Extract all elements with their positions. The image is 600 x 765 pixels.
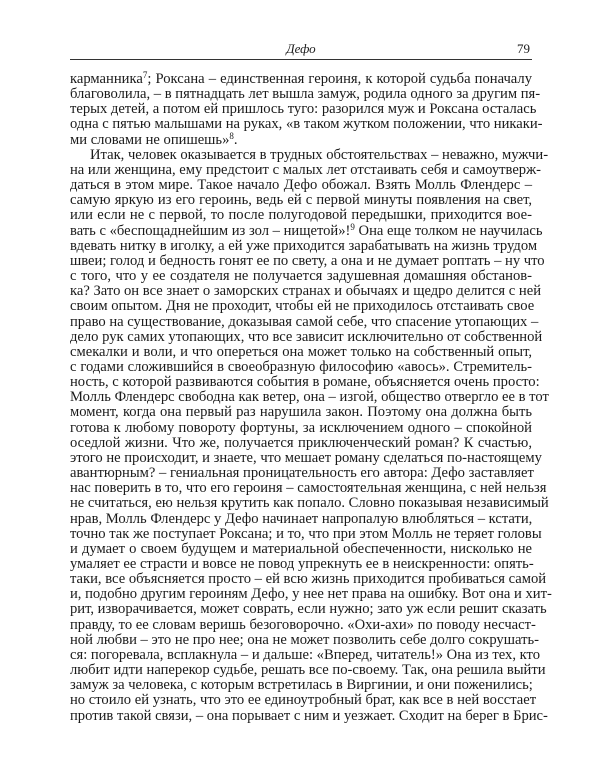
text-line-content: на или женщина, ему предстоит с малых лет отстаивать себя и самоутверж- [70, 161, 542, 178]
text-line [70, 252, 545, 269]
text-line [70, 646, 541, 663]
text-line-content: швеи; голод и бедность гонят ее по свету, а она и не думает роптать – ну что [70, 252, 545, 269]
text-line-content: благоволила, – в пятнадцать лет вышла замуж, родила одного за другим пя- [70, 86, 541, 103]
text-line-content: этого не происходит, и знаете, что мешает роману сделаться по-настоящему [70, 449, 542, 466]
text-line [70, 662, 546, 679]
page-number: 79 [517, 41, 530, 56]
text-line-content: таки, все объясняется просто – ей всю жизнь приходится пробиваться самой [70, 571, 547, 588]
text-line [70, 557, 532, 572]
text-line [70, 269, 532, 284]
text-line-content: ность, с которой развиваются события в романе, объясняется очень просто: [70, 374, 540, 391]
text-line-content: ка? Зато он все знает о заморских странах и обычаях и щедро делится с ней [70, 283, 542, 300]
text-line-content: . [233, 131, 238, 148]
text-line [70, 328, 543, 345]
text-line [70, 678, 532, 693]
text-line [70, 631, 539, 648]
text-line-content: Она еще толком не научилась [354, 222, 543, 239]
text-line-content: одна с пятью малышами на руках, «в таком жутком положении, что никаки- [70, 116, 543, 133]
text-line [70, 601, 547, 618]
text-line-content: своим опытом. Дня не проходит, чтобы ей не приходилось отстаивать свое [70, 298, 535, 315]
text-line [70, 298, 535, 315]
text-line [70, 283, 542, 300]
text-line [70, 313, 539, 330]
running-head [70, 41, 532, 57]
text-line-content: даться в этом мире. Такое начало Дефо обожал. Взять Молль Флендерс – [70, 177, 532, 194]
text-line-content: карманника [70, 71, 143, 87]
body-text [70, 70, 552, 724]
text-line [70, 405, 532, 420]
text-line-content: и, подобно другим героиням Дефо, у нее нет права на ошибку. Вот она и хит- [70, 586, 552, 603]
text-line-content: но стоило ей узнать, что это ее единоутробный брат, как все в ней восстает [70, 692, 537, 709]
text-line-content: рит, изворачивается, может соврать, если нужно; зато уж если решит сказать [70, 601, 547, 618]
text-line [70, 130, 532, 148]
text-line [70, 101, 537, 118]
text-line [70, 116, 543, 133]
text-line [70, 72, 532, 87]
footnote-marker: 9 [350, 221, 355, 232]
text-line [70, 707, 548, 724]
footnote-marker: 8 [229, 130, 234, 141]
text-line-content: терых детей, а потом ей пришлось туго: разорился муж и Роксана осталась [70, 101, 537, 118]
text-line-content: Итак, человек оказывается в трудных обстоятельствах – неважно, мужчи- [90, 146, 549, 163]
text-line-content: замуж за человека, с которым встретилась в Виргинии, и они поженились; [70, 677, 533, 694]
text-line-content: и думает о своем будущем и материальной обеспеченности, нисколько не [70, 540, 532, 557]
footnote-marker: 7 [142, 70, 148, 80]
text-line-content: против такой связи, – она порывает с ним и уезжает. Сходит на берег в Брис- [70, 707, 548, 724]
text-line-content: ; Роксана – единственная героиня, к которой судьба поначалу [147, 71, 532, 87]
text-line [70, 495, 549, 512]
text-line-content: вать с «беспощаднейшим из зол – нищетой»! [70, 222, 351, 239]
text-line-content: нас поверить в то, что его героиня – самостоятельная женщина, с ней нельзя [70, 480, 547, 497]
text-line-content: ся: погоревала, всплакнула – и дальше: «Вперед, читатель!» Она из тех, кто [70, 646, 541, 663]
text-line [70, 146, 549, 163]
text-line-content: дело рук самих утопающих, что все зависит исключительно от собственной [70, 328, 543, 345]
text-line-content: вдевать нитку в иголку, а ей уже приходится зарабатывать на жизнь трудом [70, 237, 538, 254]
text-line [70, 586, 552, 603]
text-line [70, 525, 542, 542]
text-line [70, 178, 532, 193]
text-line [70, 193, 532, 208]
text-line-content: нрав, Молль Флендерс у Дефо начинает напропалую влюбляться – кстати, [70, 510, 533, 527]
text-line [70, 616, 536, 633]
text-line [70, 345, 532, 360]
text-line-content: смекалки и воли, и что опереться она может только на собственный опыт, [70, 343, 532, 360]
text-line-content: право на существование, доказывая самой себе, что спасение утопающих – [70, 313, 539, 330]
text-line [70, 237, 538, 254]
text-line [70, 466, 532, 481]
text-line [70, 389, 549, 406]
text-line-content: ной любви – это не про нее; она не может позволить себе долго сокрушать- [70, 631, 539, 648]
text-line-content: или если не с первой, то после полугодовой передышки, приходится вое- [70, 207, 532, 224]
text-line-content: оседлой жизни. Что же, получается приключенческий роман? К счастью, [70, 434, 532, 451]
text-line-content: точно так же поступает Роксана; и то, что при этом Молль не теряет головы [70, 525, 542, 542]
text-line [70, 221, 543, 239]
text-line-content: ми словами не опишешь» [70, 131, 230, 148]
text-line-content: не считаться, ею нельзя крутить как попало. Словно показывая независимый [70, 495, 549, 512]
text-line [70, 449, 542, 466]
text-line-content: самую яркую из его героинь, ведь ей с первой минуты появления на свет, [70, 192, 532, 209]
text-line [70, 161, 542, 178]
header-rule [70, 59, 532, 60]
text-line [70, 512, 532, 527]
text-line [70, 542, 532, 557]
text-line-content: с того, что у ее создателя не получается задушевная домашняя обстанов- [70, 268, 532, 285]
text-line [70, 374, 540, 391]
text-line-content: момент, когда она первый раз нарушила закон. Поэтому она должна быть [70, 404, 532, 421]
text-line-content: правду, то ее словам веришь безоговорочно. «Охи-ахи» по поводу несчаст- [70, 616, 536, 633]
text-line-content: авантюрным? – гениальная проницательность его автора: Дефо заставляет [70, 465, 534, 482]
text-line-content: с годами сложившийся в своеобразную философию «авось». Стремитель- [70, 358, 532, 375]
text-line [70, 208, 532, 223]
running-title: Дефо [286, 41, 316, 56]
text-line [70, 480, 547, 497]
text-line-content: любит идти наперекор судьбе, решать все по-своему. Так, она решила выйти [70, 662, 546, 679]
text-line [70, 571, 547, 588]
text-line [70, 421, 532, 436]
text-line [70, 692, 537, 709]
text-line [70, 360, 532, 375]
text-line-content: умаляет ее страсти и вовсе не повод упрекнуть ее в неискренности: опять- [70, 556, 534, 572]
text-line-content: Молль Флендерс свободна как ветер, она – изгой, общество отвергло ее в тот [70, 389, 549, 406]
text-line [70, 86, 541, 103]
text-line [70, 436, 532, 451]
text-line-content: готова к любому повороту фортуны, за исключением одного – спокойной [70, 419, 532, 436]
